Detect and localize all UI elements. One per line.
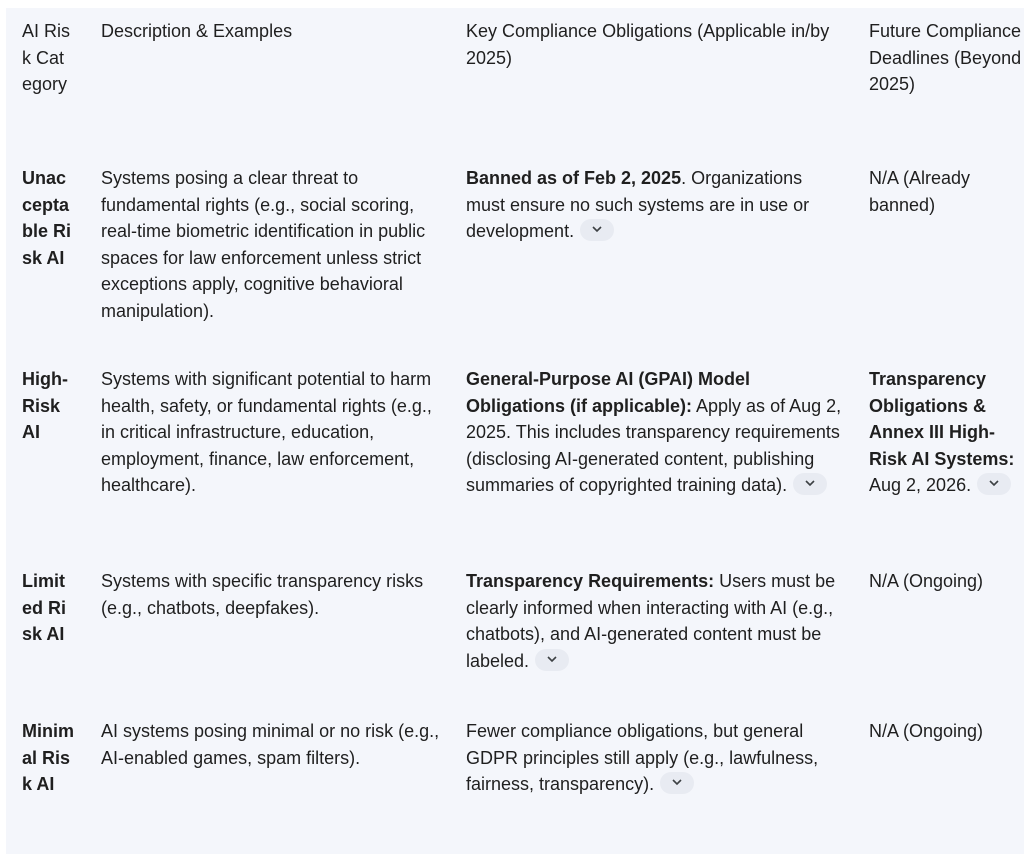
expand-button[interactable] [535,649,569,671]
chevron-down-icon [547,656,557,663]
row-obligations: Transparency Requirements: Users must be clearly informed when interacting with AI (e.g., chatbots), and AI-generated content must be labeled. [466,571,836,671]
row-obligations: Banned as of Feb 2, 2025. Organizations must ensure no such systems are in use or development. [466,168,810,241]
row-category: Limited Risk AI [22,571,67,644]
row-obligations: General-Purpose AI (GPAI) Model Obligations (if applicable): Apply as of Aug 2, 2025. This includes transparency requirements (disclosing AI-generated content, publishing summaries of copyrighted training data). [466,369,842,495]
expand-button[interactable] [660,772,694,794]
row-deadlines: N/A (Ongoing) [869,571,984,591]
row-description: Systems posing a clear threat to fundamental rights (e.g., social scoring, real-time biometric identification in public spaces for law enforcement unless strict exceptions apply, cognitive behavioral manipulation). [101,168,426,321]
chevron-down-icon [672,779,682,786]
row-obligations: Fewer compliance obligations, but general GDPR principles still apply (e.g., lawfulness, fairness, transparency). [466,721,819,794]
row-deadlines: N/A (Ongoing) [869,721,984,741]
header-obligations: Key Compliance Obligations (Applicable in/by 2025) [466,21,830,68]
header-category: AI Risk Category [22,21,71,94]
row-description: Systems with specific transparency risks (e.g., chatbots, deepfakes). [101,571,424,618]
chevron-down-icon [805,480,815,487]
row-deadlines: N/A (Already banned) [869,168,971,215]
row-category: Minimal Risk AI [22,721,74,794]
row-category: Unacceptable Risk AI [22,168,72,268]
row-description: AI systems posing minimal or no risk (e.g., AI-enabled games, spam filters). [101,721,440,768]
chevron-down-icon [989,480,999,487]
header-deadlines: Future Compliance Deadlines (Beyond 2025) [869,21,1022,94]
expand-button[interactable] [580,219,614,241]
compliance-table [6,8,1024,854]
row-description: Systems with significant potential to harm health, safety, or fundamental rights (e.g., in critical infrastructure, education, employment, finance, law enforcement, healthcare). [101,369,432,495]
row-category: High-Risk AI [22,369,68,442]
chevron-down-icon [592,226,602,233]
expand-button[interactable] [793,473,827,495]
row-deadlines: Transparency Obligations & Annex III High-Risk AI Systems: Aug 2, 2026. [869,369,1015,495]
expand-button[interactable] [977,473,1011,495]
header-description: Description & Examples [101,21,293,41]
